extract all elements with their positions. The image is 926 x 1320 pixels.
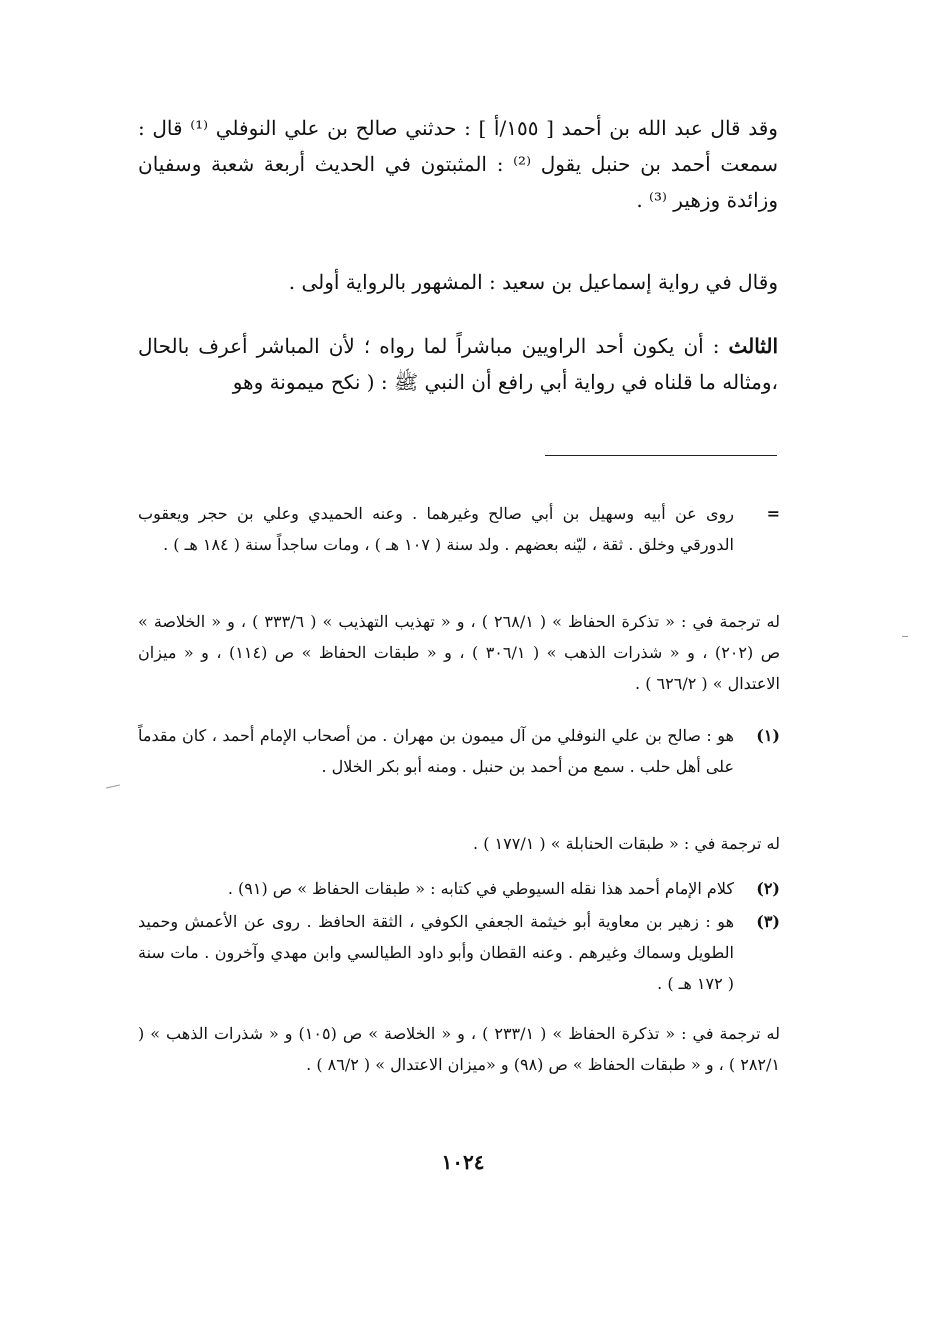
paragraph-narration <box>138 110 778 218</box>
footnote-marker: (١) <box>756 726 780 745</box>
footnote-marker: = <box>766 504 780 523</box>
scan-artifact <box>902 636 908 637</box>
footnote-marker: (٣) <box>756 912 780 931</box>
page-number: ١٠٢٤ <box>441 1150 485 1174</box>
section-heading-third: الثالث <box>728 334 778 358</box>
paragraph-third-point <box>138 328 778 400</box>
footnote-1 <box>138 720 780 782</box>
footnote-3-references <box>138 1018 826 1080</box>
footnote-reference-text: له ترجمة في : « طبقات الحنابلة » ( ١٧٧/١ ) . <box>473 834 780 853</box>
footnote-reference-text: له ترجمة في : « تذكرة الحفاظ » ( ٢٦٨/١ ) ، و « تهذيب التهذيب » ( ٣٣٣/٦ ) ، و « الخلاصة » ص (٢٠٢) ، و « شذرات الذهب » ( ٣٠٦/١ ) ، و « طبقات الحفاظ » ص (١١٤) ، و « ميزان الاعتدال » ( ٦٢٦/٢ ) . <box>138 612 781 693</box>
footnote-text: هو : صالح بن علي النوفلي من آل ميمون بن مهران . من أصحاب الإمام أحمد ، كان مقدماً على أهل حلب . سمع من أحمد بن حنبل . ومنه أبو بكر الخلال . <box>138 726 734 776</box>
paragraph-text: وقد قال عبد الله بن أحمد [ ١٥٥/أ ] : حدثني صالح بن علي النوفلي ⁽¹⁾ قال : سمعت أحمد بن حنبل يقول ⁽²⁾ : المثبتون في الحديث أربعة شعبة وسفيان وزائدة وزهير ⁽³⁾ . <box>138 116 778 212</box>
footnote-1-references <box>138 828 826 859</box>
footnote-text: روى عن أبيه وسهيل بن أبي صالح وغيرهما . وعنه الحميدي وعلي بن حجر ويعقوب الدورقي وخلق . ثقة ، ليّنه بعضهم . ولد سنة ( ١٠٧ هـ ) ، ومات ساجداً سنة ( ١٨٤ هـ ) . <box>138 504 734 554</box>
footnote-reference-text: له ترجمة في : « تذكرة الحفاظ » ( ٢٣٣/١ ) ، و « الخلاصة » ص (١٠٥) و « شذرات الذهب » ( ٢٨٢/١ ) ، و « طبقات الحفاظ » ص (٩٨) و «ميزان الاعتدال » ( ٨٦/٢ ) . <box>138 1024 781 1074</box>
scan-artifact <box>106 785 120 789</box>
footnote-2 <box>138 873 780 904</box>
paragraph-riwaya <box>138 264 778 300</box>
paragraph-text: : أن يكون أحد الراويين مباشراً لما رواه ؛ لأن المباشر أعرف بالحال ،ومثاله ما قلناه في رواية أبي رافع أن النبي ﷺ : ( نكح ميمونة وهو <box>138 334 778 394</box>
footnote-text: كلام الإمام أحمد هذا نقله السيوطي في كتابه : « طبقات الحفاظ » ص (٩١) . <box>227 879 734 898</box>
footnote-separator <box>545 455 777 456</box>
paragraph-text: وقال في رواية إسماعيل بن سعيد : المشهور بالرواية أولى . <box>288 270 778 294</box>
footnote-3 <box>138 906 780 999</box>
footnote-marker: (٢) <box>756 879 780 898</box>
footnote-continuation-references <box>138 606 826 699</box>
footnote-text: هو : زهير بن معاوية أبو خيثمة الجعفي الكوفي ، الثقة الحافظ . روى عن الأعمش وحميد الطويل وسماك وغيرهم . وعنه القطان وأبو داود الطيالسي وابن مهدي وآخرون . مات سنة ( ١٧٢ هـ ) . <box>138 912 734 993</box>
footnote-continuation <box>138 498 780 560</box>
